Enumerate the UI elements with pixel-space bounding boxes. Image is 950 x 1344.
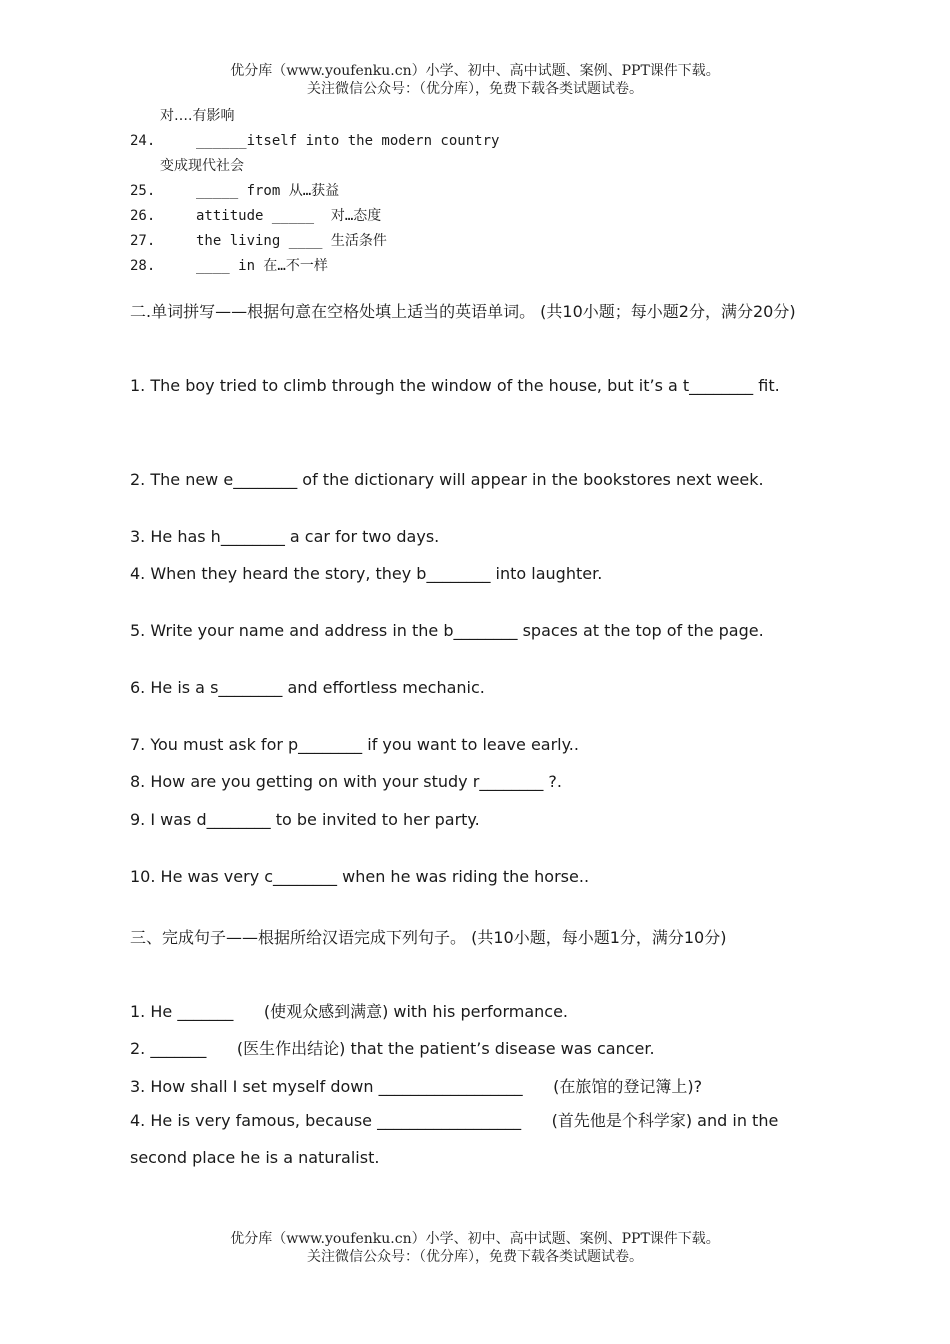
footer-line-2: 关注微信公众号：（优分库），免费下载各类试题试卷。 — [307, 1249, 643, 1265]
section2-q2: 2. The new e________ of the dictionary will appear in the bookstores next week. — [130, 470, 764, 489]
section2-q8: 8. How are you getting on with your study r________ ?. — [130, 772, 562, 791]
vocab-text: _____ from 从…获益 — [196, 183, 340, 199]
page-header — [0, 62, 950, 98]
vocab-num: 27. — [130, 233, 156, 249]
section3-q1: 1. He _______ (使观众感到满意) with his performance. — [130, 1002, 568, 1021]
vocab-item — [130, 154, 499, 179]
header-line-2: 关注微信公众号：（优分库），免费下载各类试题试卷。 — [307, 81, 643, 97]
section2-q7: 7. You must ask for p________ if you want to leave early.. — [130, 735, 579, 754]
vocab-continuation — [130, 104, 499, 129]
vocab-num: 28. — [130, 258, 156, 274]
vocab-item — [130, 229, 499, 254]
vocab-text: attitude _____ 对…态度 — [196, 208, 382, 224]
vocab-item — [130, 204, 499, 229]
vocab-text: 变成现代社会 — [160, 158, 244, 174]
vocab-item — [130, 254, 499, 279]
vocab-item — [130, 129, 499, 154]
section2-q10: 10. He was very c________ when he was riding the horse.. — [130, 867, 590, 886]
vocab-num: 25. — [130, 183, 156, 199]
vocab-continuation-text: 对….有影响 — [160, 108, 235, 124]
section2-q1: 1. The boy tried to climb through the window of the house, but it’s a t________ fit. — [130, 376, 780, 395]
vocab-num: 24. — [130, 133, 156, 149]
section2-q9: 9. I was d________ to be invited to her party. — [130, 810, 480, 829]
section3-q3: 3. How shall I set myself down __________________ (在旅馆的登记簿上)? — [130, 1077, 703, 1096]
section2-title: 二.单词拼写——根据句意在空格处填上适当的英语单词。 (共10小题；每小题2分，满分20分) — [130, 302, 796, 321]
section2-q6: 6. He is a s________ and effortless mechanic. — [130, 678, 485, 697]
vocab-item — [130, 179, 499, 204]
footer-line-1: 优分库（www.youfenku.cn）小学、初中、高中试题、案例、PPT课件下载。 — [230, 1231, 720, 1247]
section2-q3: 3. He has h________ a car for two days. — [130, 527, 440, 546]
vocab-text: ______itself into the modern country — [196, 133, 500, 149]
section2-q5: 5. Write your name and address in the b________ spaces at the top of the page. — [130, 621, 764, 640]
header-line-1: 优分库（www.youfenku.cn）小学、初中、高中试题、案例、PPT课件下载。 — [230, 63, 720, 79]
vocab-list — [130, 104, 499, 279]
vocab-text: ____ in 在…不一样 — [196, 258, 328, 274]
section3-title: 三、完成句子——根据所给汉语完成下列句子。 (共10小题，每小题1分，满分10分) — [130, 928, 727, 947]
section3-q2: 2. _______ (医生作出结论) that the patient’s disease was cancer. — [130, 1039, 655, 1058]
vocab-num: 26. — [130, 208, 156, 224]
section2-q4: 4. When they heard the story, they b________ into laughter. — [130, 564, 603, 583]
vocab-text: the living ____ 生活条件 — [196, 233, 387, 249]
page-footer — [0, 1230, 950, 1266]
section3-q4: 4. He is very famous, because __________________ (首先他是个科学家) and in the second place he is a naturalist. — [130, 1111, 784, 1167]
